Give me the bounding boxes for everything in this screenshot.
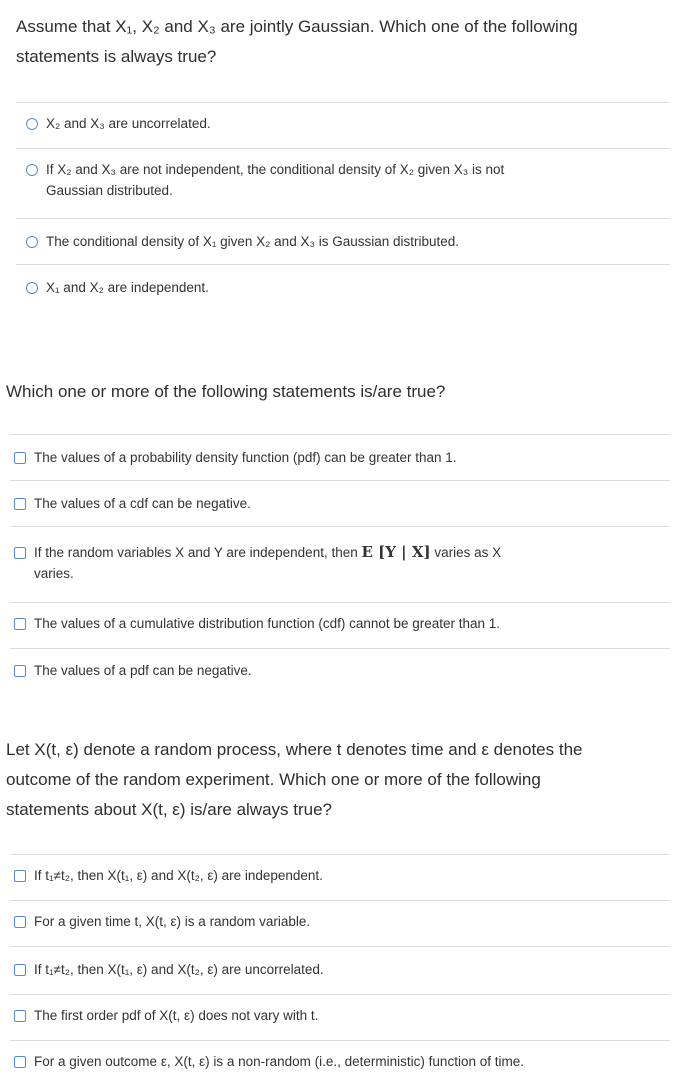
q2-option-1[interactable] [14,450,457,468]
option-label-continued: varies. [34,566,74,581]
option-label: The values of a probability density function (pdf) can be greater than 1. [34,450,457,465]
divider [10,946,670,947]
divider [10,480,670,481]
radio-button[interactable] [26,164,38,176]
divider [16,148,670,149]
option-label-continued: Gaussian distributed. [46,183,173,198]
question-2-text [6,377,445,407]
divider [10,434,670,435]
option-label: If X₂ and X₃ are not independent, the conditional density of X₂ given X₃ is not [46,162,505,177]
q3-option-4[interactable] [14,1008,318,1026]
option-label: The conditional density of X₁ given X₂ and X₃ is Gaussian distributed. [46,234,460,249]
checkbox[interactable] [14,916,26,928]
q2-option-3[interactable] [14,545,501,584]
q1-option-2[interactable] [26,162,504,201]
checkbox[interactable] [14,1056,26,1068]
divider [10,994,670,995]
option-label: The values of a pdf can be negative. [34,663,252,678]
q3-option-5[interactable] [14,1054,524,1072]
q2-option-4[interactable] [14,616,500,634]
divider [16,218,670,219]
option-label: The first order pdf of X(t, ε) does not vary with t. [34,1008,319,1023]
checkbox[interactable] [14,1010,26,1022]
option-label-line-1 [34,542,501,563]
option-label-text-end: varies as X [434,545,502,560]
question-3-line: statements about X(t, ε) is/are always true? [6,800,332,819]
checkbox[interactable] [14,547,26,559]
q2-option-2[interactable] [14,496,251,514]
option-label: For a given outcome ε, X(t, ε) is a non-random (i.e., deterministic) function of time. [34,1054,524,1069]
question-1-line: Assume that X₁, X₂ and X₃ are jointly Gaussian. Which one of the following [16,17,578,36]
divider [10,1040,670,1041]
option-label: If t₁≠t₂, then X(t₁, ε) and X(t₂, ε) are uncorrelated. [34,962,324,977]
question-3-line: outcome of the random experiment. Which one or more of the following [6,770,541,789]
checkbox[interactable] [14,452,26,464]
radio-button[interactable] [26,236,38,248]
question-1-text [16,12,578,72]
option-label: X₁ and X₂ are independent. [46,280,209,295]
radio-button[interactable] [26,118,38,130]
q1-option-1[interactable] [26,116,211,134]
question-3-text [6,735,583,825]
divider [10,648,670,649]
checkbox[interactable] [14,618,26,630]
option-label: The values of a cumulative distribution function (cdf) cannot be greater than 1. [34,616,501,631]
divider [16,264,670,265]
q3-option-3[interactable] [14,962,324,980]
option-label: The values of a cdf can be negative. [34,496,251,511]
checkbox[interactable] [14,964,26,976]
divider [10,526,670,527]
option-label: If t₁≠t₂, then X(t₁, ε) and X(t₂, ε) are independent. [34,868,323,883]
question-2-line: Which one or more of the following statements is/are true? [6,382,446,401]
option-label: For a given time t, X(t, ε) is a random variable. [34,914,311,929]
divider [10,900,670,901]
conditional-expectation-expr: E [Y | X] [361,543,431,561]
q1-option-3[interactable] [26,234,459,252]
option-label: X₂ and X₃ are uncorrelated. [46,116,211,131]
divider [10,602,670,603]
q1-option-4[interactable] [26,280,209,298]
checkbox[interactable] [14,665,26,677]
q3-option-1[interactable] [14,868,323,886]
q3-option-2[interactable] [14,914,310,932]
question-3-line: Let X(t, ε) denote a random process, where t denotes time and ε denotes the [6,740,583,759]
divider [16,102,670,103]
option-label-text: If the random variables X and Y are independent, then [34,545,358,560]
checkbox[interactable] [14,870,26,882]
question-1-line: statements is always true? [16,47,217,66]
radio-button[interactable] [26,282,38,294]
divider [10,854,670,855]
checkbox[interactable] [14,498,26,510]
q2-option-5[interactable] [14,663,252,681]
